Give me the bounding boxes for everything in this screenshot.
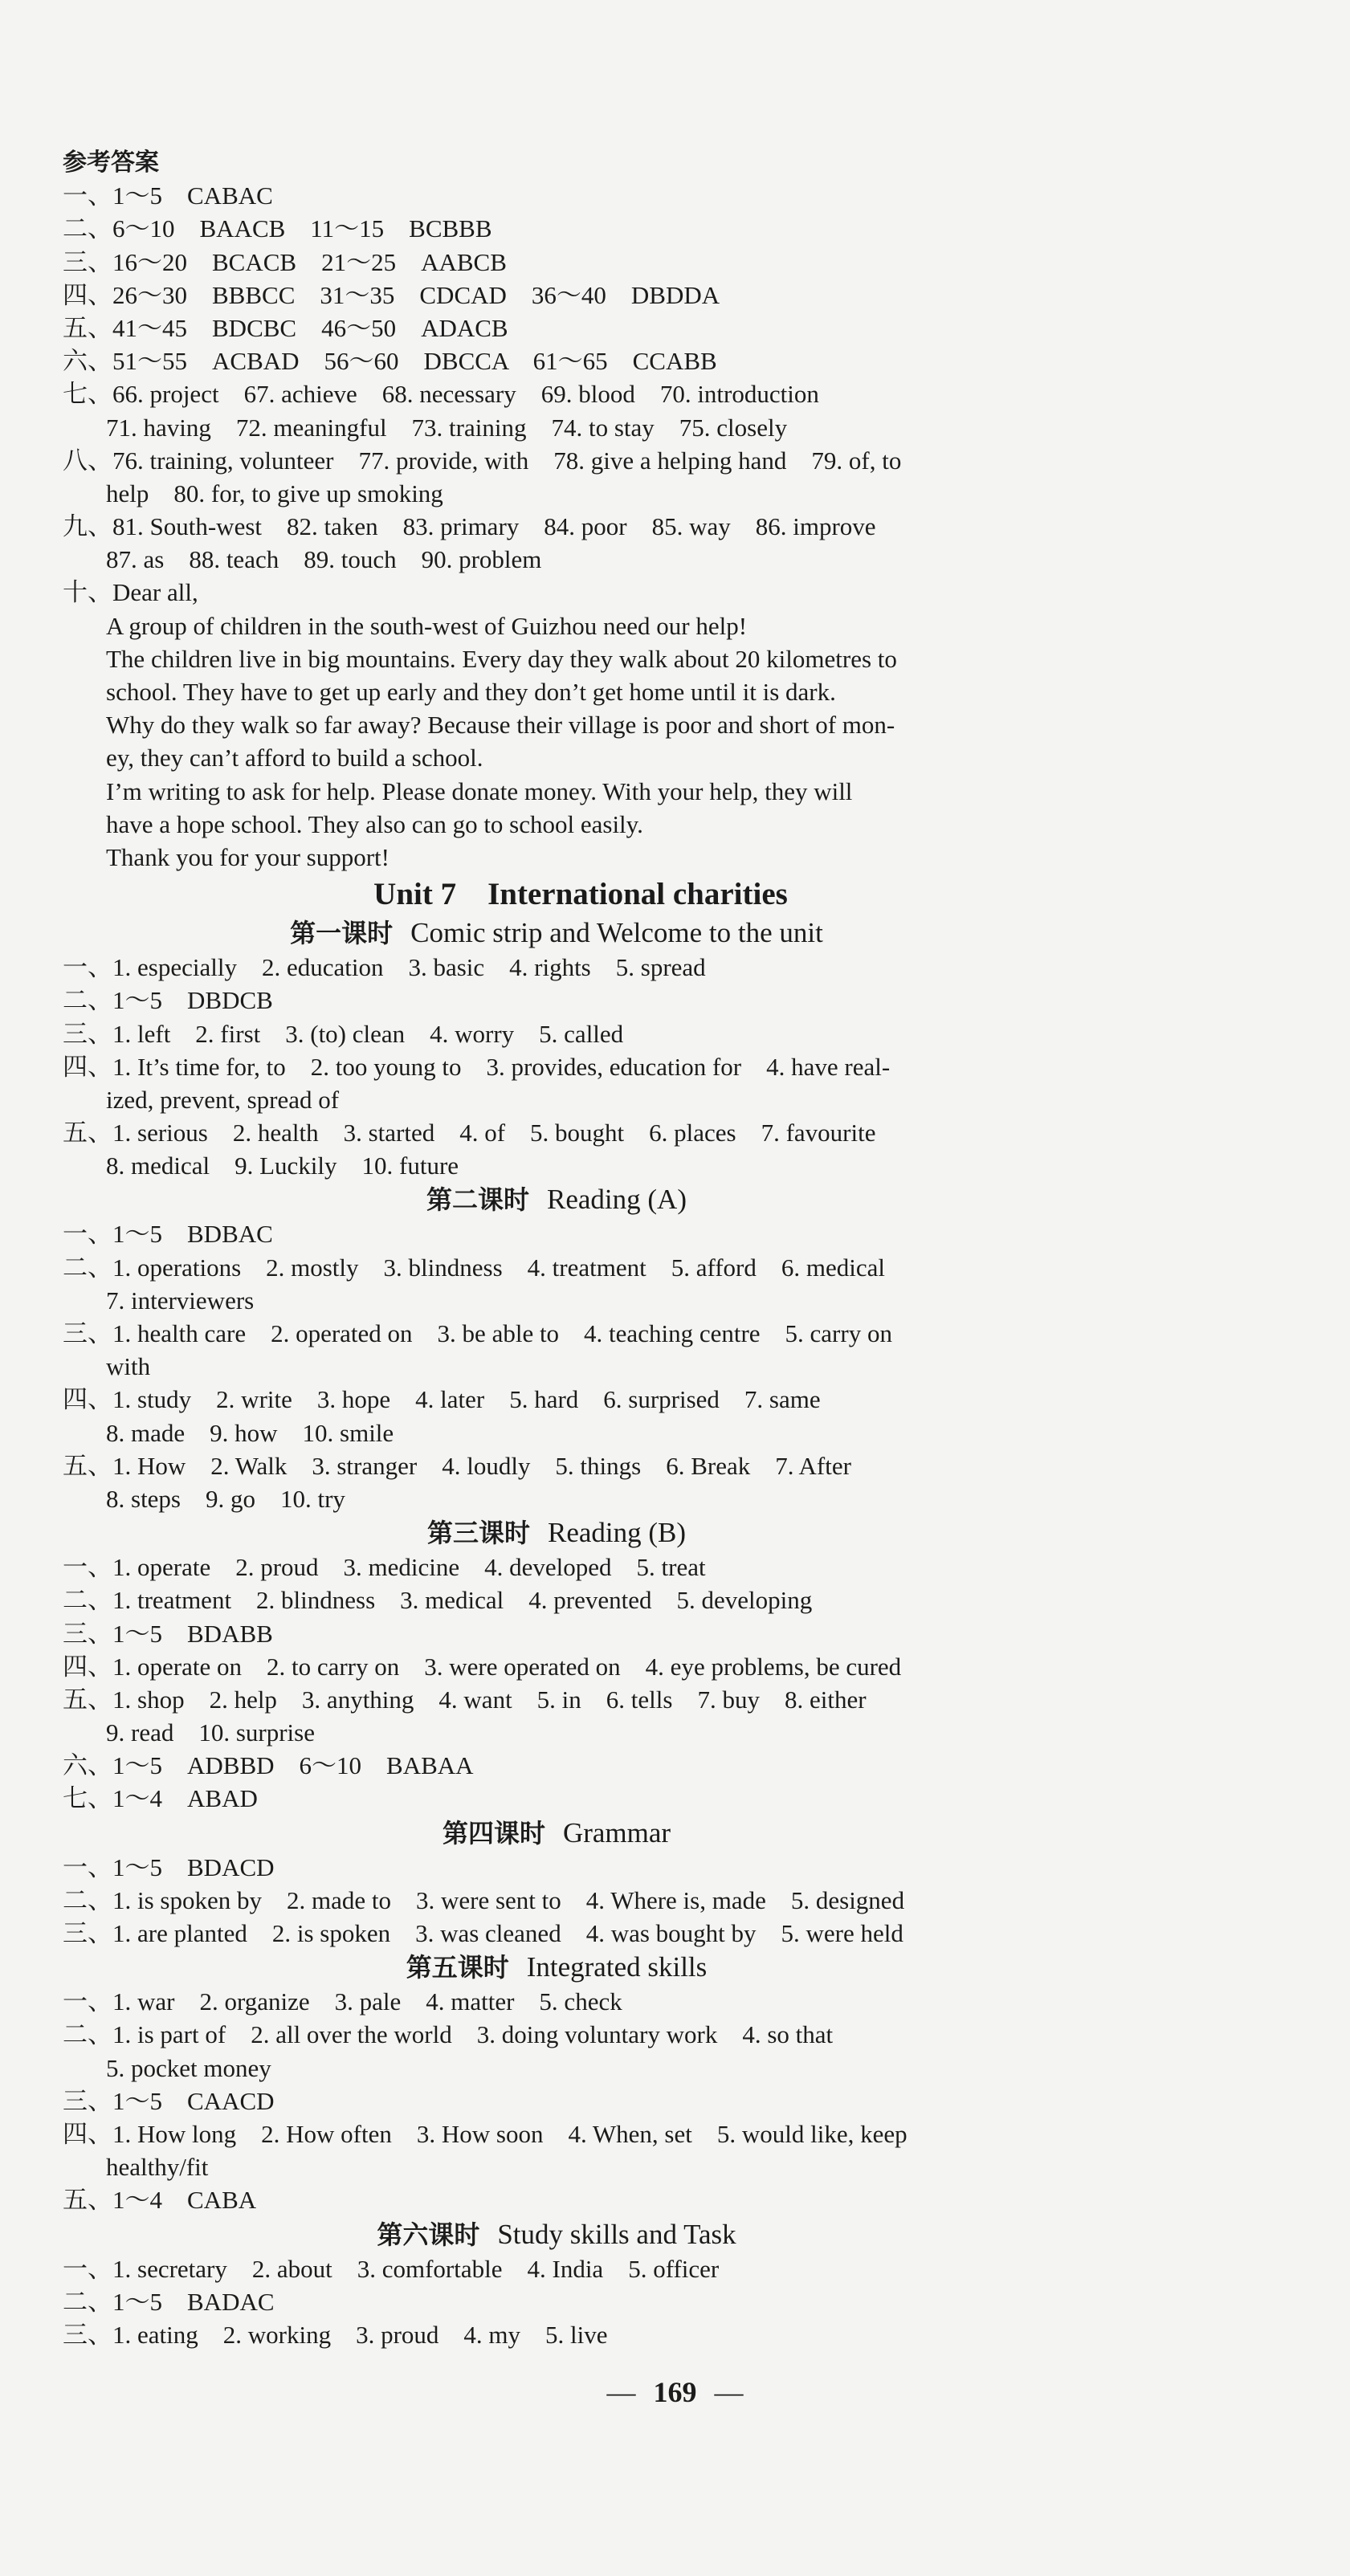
letter-line: school. They have to get up early and they don’t get home until it is dark. (106, 678, 836, 706)
answer-line: 8. made 9. how 10. smile (106, 1418, 394, 1447)
answer-line: 8. medical 9. Luckily 10. future (106, 1151, 459, 1180)
answer-line: 三、1～5 BDABB (63, 1619, 273, 1648)
answer-line: 一、1. secretary 2. about 3. comfortable 4. India 5. officer (63, 2254, 720, 2283)
letter-line: have a hope school. They also can go to school easily. (106, 809, 643, 838)
letter-line: A group of children in the south-west of Guizhou need our help! (106, 611, 748, 640)
answer-line: 五、1. shop 2. help 3. anything 4. want 5. in 6. tells 7. buy 8. either (63, 1685, 867, 1714)
answer-line: ized, prevent, spread of (106, 1085, 340, 1114)
unit-title: Unit 7 International charities (373, 877, 788, 912)
answer-line: 七、1～4 ABAD (63, 1784, 258, 1813)
answer-line: healthy/fit (106, 2153, 209, 2182)
lesson-topic: Reading (A) (547, 1184, 687, 1216)
page-number (0, 2375, 1350, 2409)
answer-line: 四、1. It’s time for, to 2. too young to 3. provides, education for 4. have real- (63, 1052, 891, 1081)
answer-line: 六、51～55 ACBAD 56～60 DBCCA 61～65 CCABB (63, 347, 717, 376)
answer-line: 三、1. eating 2. working 3. proud 4. my 5. live (63, 2320, 608, 2349)
answer-line: 四、1. study 2. write 3. hope 4. later 5. hard 6. surprised 7. same (63, 1385, 821, 1414)
answer-line: 9. read 10. surprise (106, 1718, 315, 1747)
answer-line: 四、1. operate on 2. to carry on 3. were operated on 4. eye problems, be cured (63, 1652, 902, 1681)
lesson-topic: Comic strip and Welcome to the unit (410, 917, 823, 949)
answer-line: 8. steps 9. go 10. try (106, 1484, 345, 1513)
answer-line: 71. having 72. meaningful 73. training 74. to stay 75. closely (106, 413, 788, 442)
letter-line: ey, they can’t afford to build a school. (106, 744, 483, 772)
lesson-topic: Grammar (562, 1816, 671, 1848)
answer-line: 三、16～20 BCACB 21～25 AABCB (63, 247, 507, 276)
answer-line: 二、1. treatment 2. blindness 3. medical 4. prevented 5. developing (63, 1586, 813, 1615)
answer-line: 二、6～10 BAACB 11～15 BCBBB (63, 214, 492, 243)
answer-line: 87. as 88. teach 89. touch 90. problem (106, 545, 542, 574)
answer-line: 5. pocket money (106, 2053, 271, 2082)
answer-line: 二、1～5 DBDCB (63, 986, 273, 1015)
lesson-number: 第五课时 (406, 1952, 509, 1983)
answer-line: 一、1～5 BDACD (63, 1853, 275, 1881)
answer-line: 六、1～5 ADBBD 6～10 BABAA (63, 1751, 474, 1780)
answer-line: 四、26～30 BBBCC 31～35 CDCAD 36～40 DBDDA (63, 280, 720, 309)
letter-line: The children live in big mountains. Every day they walk about 20 kilometres to (106, 644, 897, 673)
answers-heading: 参考答案 (63, 149, 159, 177)
page-dash-left: — (606, 2376, 636, 2408)
answer-line: 三、1. are planted 2. is spoken 3. was cleaned 4. was bought by 5. were held (63, 1919, 903, 1947)
answer-line: 七、66. project 67. achieve 68. necessary 69. blood 70. introduction (63, 380, 819, 409)
answer-line: 7. interviewers (106, 1286, 255, 1314)
answer-line: 五、1～4 CABA (63, 2186, 257, 2215)
lesson-heading (63, 2217, 1050, 2252)
answer-line: 二、1～5 BADAC (63, 2287, 275, 2316)
answer-line: 二、1. operations 2. mostly 3. blindness 4. treatment 5. afford 6. medical (63, 1253, 885, 1282)
answer-line: 三、1. health care 2. operated on 3. be able to 4. teaching centre 5. carry on (63, 1319, 892, 1347)
answer-line: 二、1. is spoken by 2. made to 3. were sent to 4. Where is, made 5. designed (63, 1885, 905, 1914)
answer-line: 九、81. South-west 82. taken 83. primary 84. poor 85. way 86. improve (63, 512, 876, 541)
lesson-heading (63, 1950, 1050, 1985)
letter-line: I’m writing to ask for help. Please donate money. With your help, they will (106, 776, 853, 805)
answer-line: 一、1～5 CABAC (63, 181, 273, 210)
answer-line: 二、1. is part of 2. all over the world 3. doing voluntary work 4. so that (63, 2020, 834, 2049)
lesson-number: 第二课时 (426, 1184, 530, 1216)
page-number-value: 169 (653, 2376, 697, 2408)
answer-line: 八、76. training, volunteer 77. provide, with 78. give a helping hand 79. of, to (63, 446, 902, 475)
lesson-topic: Integrated skills (526, 1951, 708, 1983)
answer-line: 一、1. war 2. organize 3. pale 4. matter 5. check (63, 1987, 622, 2016)
answer-line: 三、1. left 2. first 3. (to) clean 4. worry 5. called (63, 1019, 624, 1048)
letter-line: Why do they walk so far away? Because their village is poor and short of mon- (106, 711, 895, 740)
answer-line: with (106, 1352, 151, 1381)
letter-greeting: 十、Dear all, (63, 578, 198, 607)
lesson-number: 第六课时 (377, 2219, 480, 2250)
answer-line: 一、1. especially 2. education 3. basic 4. rights 5. spread (63, 953, 706, 982)
lesson-heading (63, 915, 1050, 951)
answer-line: 一、1～5 BDBAC (63, 1220, 273, 1249)
lesson-topic: Reading (B) (547, 1517, 687, 1549)
lesson-heading (63, 1182, 1050, 1217)
answer-line: 三、1～5 CAACD (63, 2086, 275, 2115)
page-dash-right: — (714, 2376, 744, 2408)
lesson-heading (63, 1816, 1050, 1851)
answer-page (63, 146, 1050, 2351)
lesson-topic: Study skills and Task (497, 2218, 736, 2250)
answer-line: help 80. for, to give up smoking (106, 479, 443, 507)
letter-line: Thank you for your support! (106, 842, 390, 871)
lesson-number: 第三课时 (426, 1518, 530, 1549)
lesson-number: 第一课时 (290, 918, 394, 949)
answer-line: 四、1. How long 2. How often 3. How soon 4. When, set 5. would like, keep (63, 2119, 907, 2148)
lesson-number: 第四课时 (442, 1817, 545, 1848)
answer-line: 五、1. How 2. Walk 3. stranger 4. loudly 5. things 6. Break 7. After (63, 1451, 851, 1480)
lesson-heading (63, 1515, 1050, 1551)
answer-line: 五、41～45 BDCBC 46～50 ADACB (63, 313, 508, 342)
answer-line: 五、1. serious 2. health 3. started 4. of 5. bought 6. places 7. favourite (63, 1119, 876, 1147)
answer-line: 一、1. operate 2. proud 3. medicine 4. developed 5. treat (63, 1553, 706, 1582)
